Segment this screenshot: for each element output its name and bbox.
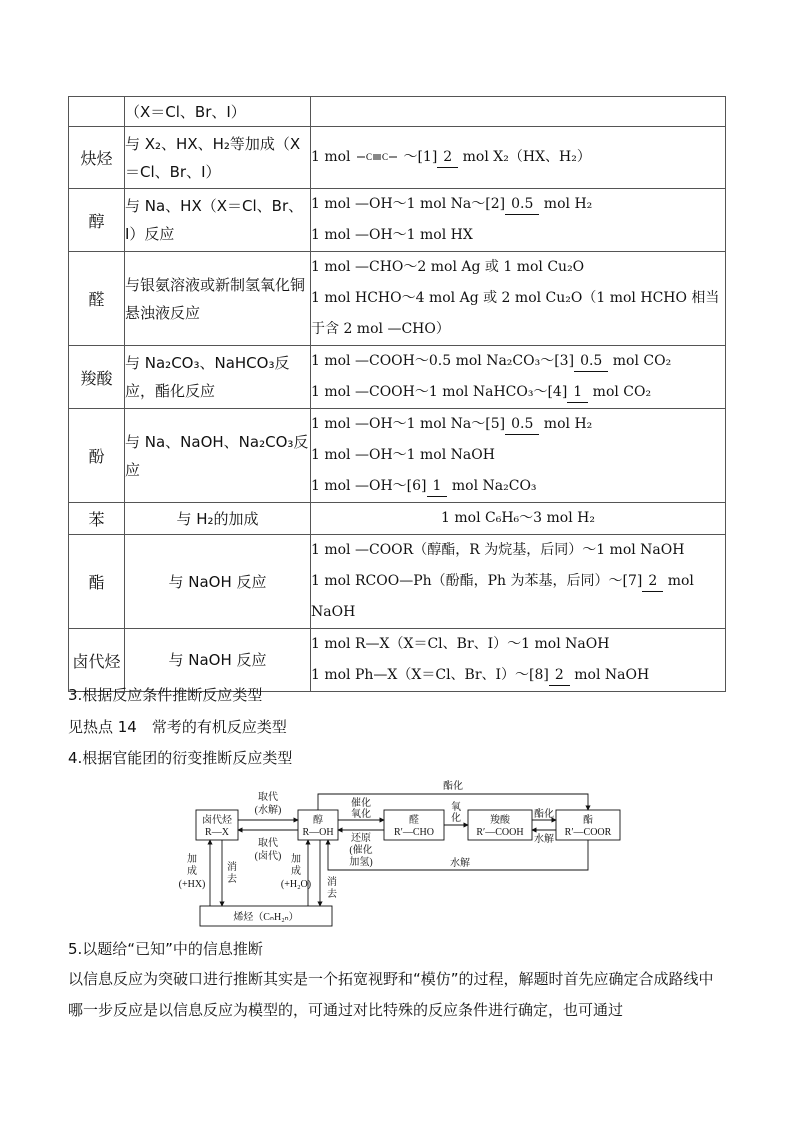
- addition-h2o-2: 成: [291, 866, 301, 877]
- table-row: [69, 189, 726, 252]
- functional-group-conversion-diagram: [170, 770, 630, 930]
- acid-formula: R′—COOH: [476, 827, 524, 838]
- ester-label: 酯: [583, 815, 593, 826]
- compound-class: 醛: [69, 252, 125, 346]
- addition-hx-1: 加: [187, 854, 197, 865]
- answer-blank: 1: [567, 382, 588, 403]
- relation-text: 1 mol —OH～1 mol Na～[5]: [311, 416, 506, 432]
- relation-text: mol H₂: [539, 196, 593, 212]
- ester-formula: R′—COOR: [564, 827, 612, 838]
- esterify-mid-label: 酯化: [534, 809, 554, 820]
- reaction-condition: 与 H₂的加成: [125, 503, 311, 535]
- elimination-2a: 消: [327, 877, 337, 888]
- relation-line: [311, 283, 725, 345]
- relation-text: 1 mol —OH～1 mol NaOH: [311, 447, 495, 463]
- reaction-condition: 与 X₂、HX、H₂等加成（X＝Cl、Br、I）: [125, 127, 311, 189]
- table-row: [69, 127, 726, 189]
- reaction-condition: 与 Na、HX（X＝Cl、Br、I）反应: [125, 189, 311, 252]
- answer-blank: 1: [427, 476, 448, 497]
- hydrolysis-bottom-label: 水解: [450, 858, 470, 869]
- relation-line: [311, 142, 725, 173]
- table-row: [69, 629, 726, 692]
- reduction-1: 还原: [351, 833, 371, 844]
- substitution-hydrolysis-2: (水解): [254, 805, 282, 816]
- reaction-condition: 与 NaOH 反应: [125, 629, 311, 692]
- relation-text: 1 mol —COOH～1 mol NaHCO₃～[4]: [311, 384, 568, 400]
- relation-line: [311, 503, 725, 534]
- relation-line: [311, 377, 725, 408]
- compound-class: 酯: [69, 535, 125, 629]
- relation-text: 1 mol —OH～1 mol Na～[2]: [311, 196, 506, 212]
- reaction-quantity-table: [68, 96, 726, 692]
- elimination-2b: 去: [327, 889, 337, 900]
- relation-line: [311, 440, 725, 471]
- esterify-top-label: 酯化: [443, 781, 463, 792]
- aldehyde-formula: R′—CHO: [394, 827, 434, 838]
- relation-line: [311, 471, 725, 502]
- answer-blank: 0.5: [505, 414, 539, 435]
- relation-text: mol H₂: [539, 416, 593, 432]
- relation-line: [311, 660, 725, 691]
- table-row: [69, 252, 726, 346]
- addition-h2o-1: 加: [291, 854, 301, 865]
- table-row: [69, 346, 726, 409]
- relation-text: mol NaOH: [311, 573, 694, 620]
- alcohol-label: 醇: [313, 815, 323, 826]
- quantity-relation: [311, 252, 726, 346]
- quantity-relation: [311, 97, 726, 127]
- reduction-2: (催化: [349, 845, 373, 856]
- alcohol-formula: R—OH: [302, 827, 334, 838]
- table-row: [69, 503, 726, 535]
- oxidation-2: 化: [451, 813, 461, 824]
- relation-line: [311, 189, 725, 220]
- catalytic-oxidation-1: 催化: [351, 798, 371, 809]
- substitution-hydrolysis-1: 取代: [258, 792, 278, 803]
- substitution-halogenation-2: (卤代): [254, 851, 282, 862]
- relation-text: mol CO₂: [588, 384, 652, 400]
- svg-text:C: C: [366, 152, 373, 162]
- reaction-condition: 与 Na、NaOH、Na₂CO₃反应: [125, 409, 311, 503]
- relation-text: mol Na₂CO₃: [447, 478, 537, 494]
- table-row: [69, 97, 726, 127]
- answer-blank: 2: [437, 147, 458, 168]
- reaction-condition: 与 NaOH 反应: [125, 535, 311, 629]
- section-5-heading: 5.以题给“已知”中的信息推断: [68, 940, 263, 958]
- elimination-1b: 去: [227, 874, 237, 885]
- relation-text: 1 mol —OH～1 mol HX: [311, 227, 473, 243]
- haloalkane-label: 卤代烃: [202, 815, 232, 826]
- table-row: [69, 409, 726, 503]
- answer-blank: 0.5: [574, 351, 608, 372]
- compound-class: 炔烃: [69, 127, 125, 189]
- compound-class: 醇: [69, 189, 125, 252]
- quantity-relation: [311, 127, 726, 189]
- relation-text: ～[1]: [399, 149, 438, 165]
- relation-line: [311, 409, 725, 440]
- compound-class: 羧酸: [69, 346, 125, 409]
- relation-text: 1 mol —COOR（醇酯，R 为烷基，后同）～1 mol NaOH: [311, 542, 685, 558]
- quantity-relation: [311, 503, 726, 535]
- quantity-relation: [311, 346, 726, 409]
- relation-text: 1 mol C₆H₆～3 mol H₂: [441, 510, 595, 526]
- relation-text: 1 mol —CHO～2 mol Ag 或 1 mol Cu₂O: [311, 259, 585, 275]
- relation-text: 1 mol —COOH～0.5 mol Na₂CO₃～[3]: [311, 353, 575, 369]
- relation-line: [311, 629, 725, 660]
- relation-text: 1 mol Ph—X（X＝Cl、Br、I）～[8]: [311, 667, 549, 683]
- hydrolysis-mid-label: 水解: [534, 834, 554, 845]
- table-row: [69, 535, 726, 629]
- compound-class: [69, 97, 125, 127]
- quantity-relation: [311, 629, 726, 692]
- section-3-reference: 见热点 14 常考的有机反应类型: [68, 718, 287, 736]
- compound-class: 卤代烃: [69, 629, 125, 692]
- alkyne-triple-bond-icon: [355, 151, 399, 163]
- catalytic-oxidation-2: 氧化: [351, 809, 371, 820]
- section-3-heading: 3.根据反应条件推断反应类型: [68, 686, 263, 704]
- relation-text: mol CO₂: [608, 353, 672, 369]
- addition-hx-2: 成: [187, 866, 197, 877]
- reaction-condition: （X＝Cl、Br、I）: [125, 97, 311, 127]
- relation-text: 1 mol: [311, 149, 355, 165]
- addition-h2o-3: (+H₂O): [280, 879, 312, 890]
- relation-line: [311, 252, 725, 283]
- reaction-condition: 与银氨溶液或新制氢氧化铜悬浊液反应: [125, 252, 311, 346]
- reduction-3: 加氢): [349, 857, 373, 868]
- relation-text: 1 mol HCHO～4 mol Ag 或 2 mol Cu₂O（1 mol HCHO 相当于含 2 mol —CHO）: [311, 290, 720, 337]
- relation-text: mol X₂（HX、H₂）: [458, 149, 591, 165]
- relation-text: mol NaOH: [569, 667, 650, 683]
- relation-text: 1 mol —OH～[6]: [311, 478, 427, 494]
- elimination-1a: 消: [227, 862, 237, 873]
- relation-line: [311, 535, 725, 566]
- answer-blank: 2: [642, 571, 663, 592]
- relation-line: [311, 220, 725, 251]
- compound-class: 酚: [69, 409, 125, 503]
- relation-text: 1 mol R—X（X＝Cl、Br、I）～1 mol NaOH: [311, 636, 610, 652]
- quantity-relation: [311, 189, 726, 252]
- acid-label: 羧酸: [490, 815, 510, 826]
- reaction-condition: 与 Na₂CO₃、NaHCO₃反应，酯化反应: [125, 346, 311, 409]
- section-5-paragraph: 以信息反应为突破口进行推断其实是一个拓宽视野和“模仿”的过程，解题时首先应确定合成路线中哪一步反应是以信息反应为模型的，可通过对比特殊的反应条件进行确定，也可通过: [68, 970, 714, 1019]
- answer-blank: 0.5: [505, 194, 539, 215]
- compound-class: 苯: [69, 503, 125, 535]
- aldehyde-label: 醛: [409, 815, 419, 826]
- quantity-relation: [311, 409, 726, 503]
- oxidation-1: 氧: [451, 802, 461, 813]
- substitution-halogenation-1: 取代: [258, 838, 278, 849]
- alkene-label: 烯烃（CₙH₂ₙ）: [233, 912, 299, 923]
- svg-text:C: C: [382, 152, 389, 162]
- section-4-heading: 4.根据官能团的衍变推断反应类型: [68, 749, 293, 767]
- quantity-relation: [311, 535, 726, 629]
- relation-line: [311, 346, 725, 377]
- relation-line: [311, 566, 725, 628]
- relation-text: 1 mol RCOO—Ph（酚酯，Ph 为苯基，后同）～[7]: [311, 573, 643, 589]
- answer-blank: 2: [549, 665, 570, 686]
- haloalkane-formula: R—X: [205, 827, 229, 838]
- addition-hx-3: (+HX): [178, 879, 206, 890]
